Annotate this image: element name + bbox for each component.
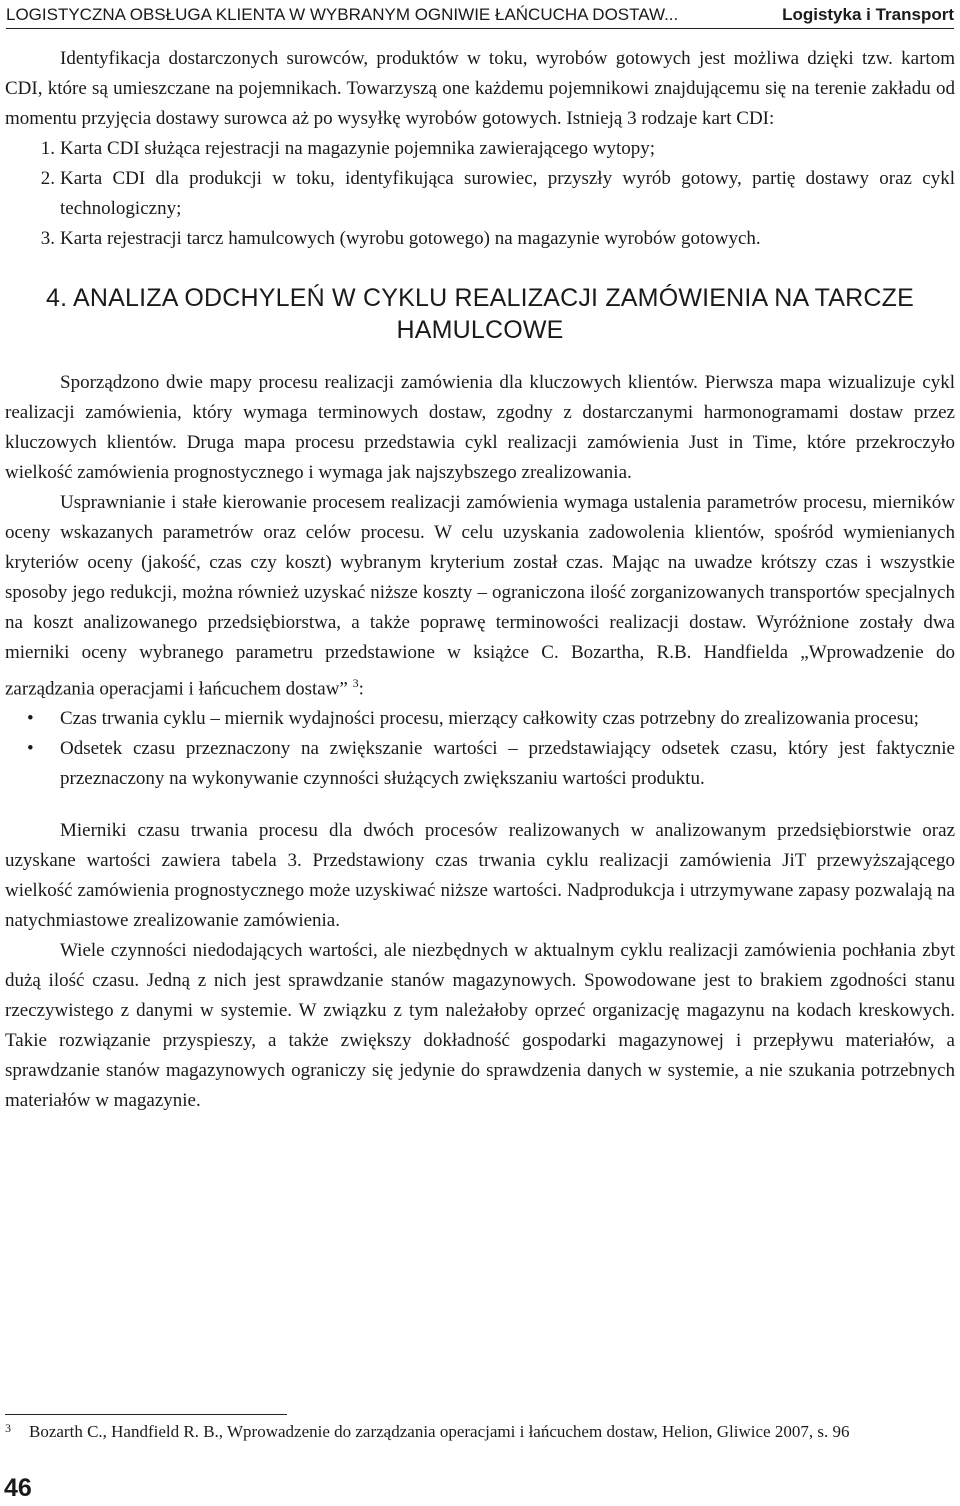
section-heading (5, 282, 955, 346)
bullet-icon: • (27, 738, 34, 760)
list-item-text: Czas trwania cyklu – miernik wydajności procesu, mierzący całkowity czas potrzebny do zrealizowania procesu; (60, 708, 919, 730)
list-item-number: 2. (40, 168, 55, 189)
running-header-title: LOGISTYCZNA OBSŁUGA KLIENTA W WYBRANYM OGNIWIE ŁAŃCUCHA DOSTAW... (6, 5, 679, 24)
list-item-text: Karta CDI dla produkcji w toku, identyfikująca surowiec, przyszły wyrób gotowy, partię dostawy oraz cykl technologiczny; (60, 168, 955, 219)
list-item-number: 1. (40, 138, 55, 159)
list-item (5, 734, 955, 794)
intro-paragraph: Identyfikacja dostarczonych surowców, produktów w toku, wyrobów gotowych jest możliwa dzięki tzw. kartom CDI, które są umieszczane na pojemnikach. Towarzyszą one każdemu pojemnikowi znajdującemu się na terenie zakładu od momentu przyjęcia dostawy surowca aż po wysyłkę wyrobów gotowych. Istnieją 3 rodzaje kart CDI: (5, 48, 955, 129)
spacer (5, 794, 955, 816)
list-item (5, 704, 955, 734)
paragraph (5, 488, 955, 704)
list-item-text: Odsetek czasu przeznaczony na zwiększanie wartości – przedstawiający odsetek czasu, który jest faktycznie przeznaczony na wykonywanie czynności służących zwiększaniu wartości produktu. (60, 738, 955, 790)
footnote (5, 1420, 955, 1444)
paragraph-end: : (358, 678, 364, 700)
section-heading-line2: HAMULCOWE (396, 316, 564, 344)
list-item-text: Karta rejestracji tarcz hamulcowych (wyrobu gotowego) na magazynie wyrobów gotowych. (60, 228, 761, 249)
cdi-card-list (5, 134, 955, 254)
paragraph: Sporządzono dwie mapy procesu realizacji zamówienia dla kluczowych klientów. Pierwsza mapa wizualizuje cykl realizacji zamówienia, który wymaga terminowych dostaw, zgodny z dostarczanymi harmonogramami dostaw przez kluczowych klientów. Druga mapa procesu przedstawia cykl realizacji zamówienia Just in Time, które przekroczyło wielkość zamówienia prognostycznego i wymaga jak najszybszego zrealizowania. (5, 372, 955, 483)
running-header (6, 2, 954, 29)
running-header-journal: Logistyka i Transport (782, 5, 954, 24)
list-item (5, 164, 955, 224)
list-item-number: 3. (40, 228, 55, 249)
footnote-number: 3 (5, 1421, 11, 1435)
section-heading-line1: 4. ANALIZA ODCHYLEŃ W CYKLU REALIZACJI ZAMÓWIENIA NA TARCZE (45, 284, 914, 312)
list-item (5, 134, 955, 164)
footnote-text: Bozarth C., Handfield R. B., Wprowadzenie do zarządzania operacjami i łańcuchem dostaw, Helion, Gliwice 2007, s. 96 (29, 1422, 850, 1441)
bullet-list (5, 704, 955, 794)
list-item-text: Karta CDI służąca rejestracji na magazynie pojemnika zawierającego wytopy; (60, 138, 656, 159)
paragraph: Wiele czynności niedodających wartości, ale niezbędnych w aktualnym cyklu realizacji zamówienia pochłania zbyt dużą ilość czasu. Jedną z nich jest sprawdzanie stanów magazynowych. Spowodowane jest to brakiem zgodności stanu rzeczywistego z danymi w systemie. W związku z tym należałoby oprzeć organizację magazynu na kodach kreskowych. Takie rozwiązanie przyspieszy, a także zwiększy dokładność gospodarki magazynowej i przepływu materiałów, a sprawdzanie stanów magazynowych ograniczy się jedynie do sprawdzenia danych w systemie, a nie szukania potrzebnych materiałów w magazynie. (5, 940, 955, 1112)
footnote-divider (5, 1414, 287, 1415)
paragraph-text: Usprawnianie i stałe kierowanie procesem realizacji zamówienia wymaga ustalenia parametrów procesu, mierników oceny wskazanych parametrów oraz celów procesu. W celu uzyskania zadowolenia klientów, spośród wymienianych kryteriów oceny (jakość, czas czy koszt) wybranym kryterium został czas. Mając na uwadze krótszy czas i wszystkie sposoby jego redukcji, można również uzyskać niższe koszty – ograniczona ilość zorganizowanych transportów specjalnych na koszt analizowanego przedsiębiorstwa, a także poprawę terminowości realizacji dostaw. Wyróżnione zostały dwa mierniki oceny wybranego parametru przedstawione w książce C. Bozartha, R.B. Handfielda „Wprowadzenie do zarządzania operacjami i łańcuchem dostaw” (5, 492, 955, 700)
paragraph: Mierniki czasu trwania procesu dla dwóch procesów realizowanych w analizowanym przedsiębiorstwie oraz uzyskane wartości zawiera tabela 3. Przedstawiony czas trwania cyklu realizacji zamówienia JiT przewyższającego wielkość zamówienia prognostycznego może uzyskiwać niższe wartości. Nadprodukcja i utrzymywane zapasy pozwalają na natychmiastowe zrealizowanie zamówienia. (5, 820, 955, 932)
bullet-icon: • (27, 708, 34, 730)
list-item (5, 224, 955, 254)
page-number: 46 (4, 1474, 32, 1502)
footnote-reference: 3 (352, 676, 359, 690)
page-body (5, 44, 955, 1116)
